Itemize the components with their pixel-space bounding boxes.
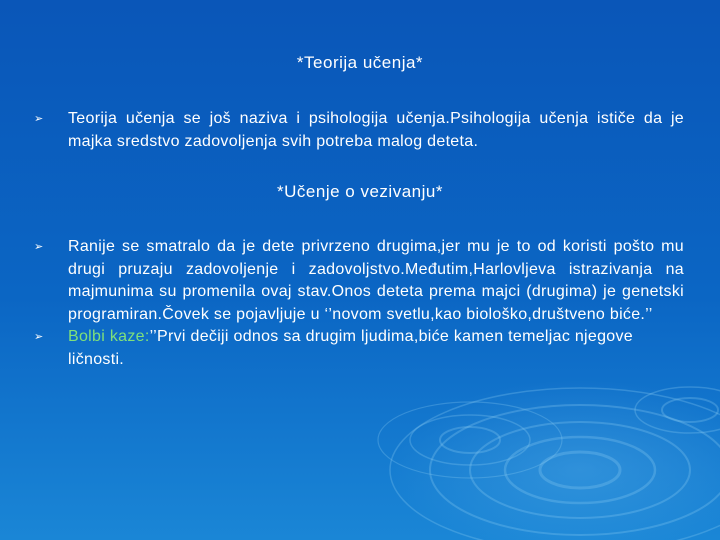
arrow-bullet-icon: ➢ [34,241,44,253]
arrow-bullet-icon: ➢ [34,113,44,125]
highlighted-speaker: Bolbi kaze: [68,328,150,345]
section-1-bullet-list [34,108,684,153]
section-title-teorija-ucenja: *Teorija učenja* [296,53,424,72]
arrow-bullet-icon: ➢ [34,331,44,343]
list-item [34,326,684,371]
list-item [34,236,684,326]
bullet-text: ’’Prvi dečiji odnos sa drugim ljudima,biće kamen temeljac njegove ličnosti. [68,328,634,368]
bullet-text: Ranije se smatralo da je dete privrzeno drugima,jer mu je to od koristi pošto mu drugi pruzaju zadovoljenje i zadovoljstvo.Međutim,Harlovljeva istrazivanja na majmunima su promenila ovaj stav.Onos deteta prema majci (drugima) je genetski programiran.Čovek se pojavljuje u ‘’novom svetlu,kao biološko,društveno biće.’’ [68,238,684,323]
list-item [34,108,684,153]
bullet-text: Teorija učenja se još naziva i psihologija učenja.Psihologija učenja ističe da je majka sredstvo zadovoljenja svih potreba malog deteta. [68,110,684,150]
section-2-bullet-list [34,236,684,371]
section-title-ucenje-o-vezivanju: *Učenje o vezivanju* [277,182,443,201]
